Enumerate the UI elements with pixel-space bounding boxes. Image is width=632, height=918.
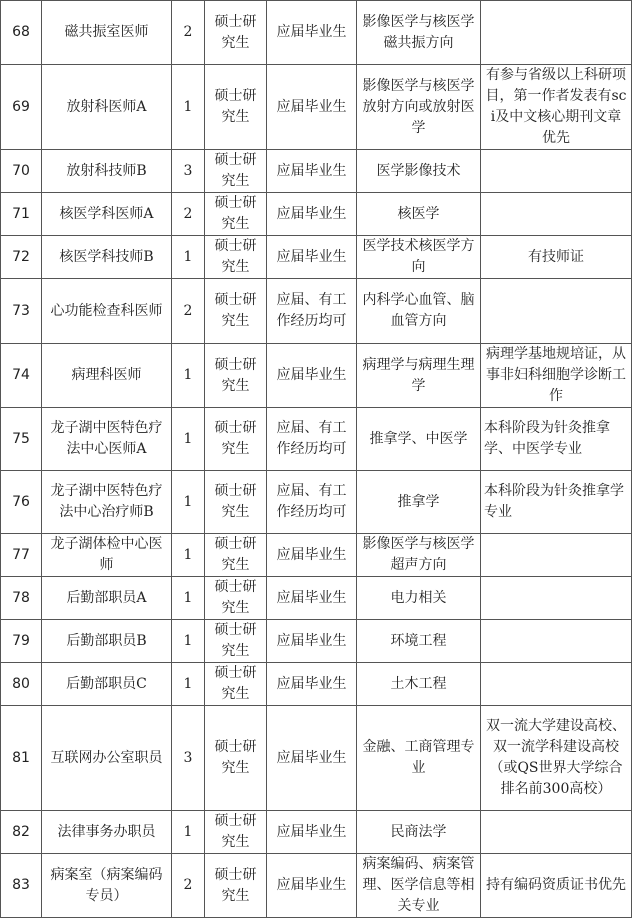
row-number: 75 xyxy=(1,408,42,471)
major: 推拿学 xyxy=(357,471,481,534)
table-row xyxy=(1,279,632,344)
requirements xyxy=(481,577,632,620)
requirements: 病理学基地规培证，从事非妇科细胞学诊断工作 xyxy=(481,344,632,408)
position-name: 法律事务办职员 xyxy=(42,811,172,854)
position-name: 龙子湖中医特色疗法中心治疗师B xyxy=(42,471,172,534)
position-name: 龙子湖体检中心医师 xyxy=(42,534,172,577)
education: 硕士研究生 xyxy=(205,471,267,534)
major: 电力相关 xyxy=(357,577,481,620)
major: 核医学 xyxy=(357,193,481,236)
row-number: 79 xyxy=(1,620,42,663)
position-name: 心功能检查科医师 xyxy=(42,279,172,344)
applicant-type: 应届、有工作经历均可 xyxy=(267,408,357,471)
position-name: 互联网办公室职员 xyxy=(42,706,172,811)
requirements xyxy=(481,150,632,193)
requirements xyxy=(481,534,632,577)
headcount: 1 xyxy=(172,620,205,663)
headcount: 1 xyxy=(172,471,205,534)
headcount: 2 xyxy=(172,854,205,918)
position-name: 后勤部职员C xyxy=(42,663,172,706)
applicant-type: 应届毕业生 xyxy=(267,193,357,236)
applicant-type: 应届毕业生 xyxy=(267,344,357,408)
table-row xyxy=(1,408,632,471)
position-name: 后勤部职员A xyxy=(42,577,172,620)
table-row xyxy=(1,706,632,811)
education: 硕士研究生 xyxy=(205,150,267,193)
table-row xyxy=(1,663,632,706)
major: 内科学心血管、脑血管方向 xyxy=(357,279,481,344)
headcount: 1 xyxy=(172,577,205,620)
education: 硕士研究生 xyxy=(205,854,267,918)
table-row xyxy=(1,471,632,534)
position-name: 龙子湖中医特色疗法中心医师A xyxy=(42,408,172,471)
education: 硕士研究生 xyxy=(205,65,267,150)
education: 硕士研究生 xyxy=(205,534,267,577)
applicant-type: 应届毕业生 xyxy=(267,854,357,918)
row-number: 77 xyxy=(1,534,42,577)
table-row xyxy=(1,854,632,918)
education: 硕士研究生 xyxy=(205,193,267,236)
position-name: 核医学科技师B xyxy=(42,236,172,279)
position-name: 磁共振室医师 xyxy=(42,1,172,65)
table-row xyxy=(1,620,632,663)
position-name: 核医学科医师A xyxy=(42,193,172,236)
row-number: 68 xyxy=(1,1,42,65)
row-number: 69 xyxy=(1,65,42,150)
row-number: 71 xyxy=(1,193,42,236)
major: 病理学与病理生理学 xyxy=(357,344,481,408)
row-number: 81 xyxy=(1,706,42,811)
requirements: 持有编码资质证书优先 xyxy=(481,854,632,918)
position-name: 病理科医师 xyxy=(42,344,172,408)
requirements: 本科阶段为针灸推拿学专业 xyxy=(481,471,632,534)
education: 硕士研究生 xyxy=(205,663,267,706)
applicant-type: 应届、有工作经历均可 xyxy=(267,471,357,534)
major: 影像医学与核医学超声方向 xyxy=(357,534,481,577)
education: 硕士研究生 xyxy=(205,620,267,663)
education: 硕士研究生 xyxy=(205,811,267,854)
table-body xyxy=(1,1,632,918)
requirements xyxy=(481,620,632,663)
applicant-type: 应届毕业生 xyxy=(267,65,357,150)
applicant-type: 应届毕业生 xyxy=(267,620,357,663)
applicant-type: 应届毕业生 xyxy=(267,1,357,65)
row-number: 80 xyxy=(1,663,42,706)
table-row xyxy=(1,534,632,577)
requirements xyxy=(481,193,632,236)
requirements: 双一流大学建设高校、双一流学科建设高校（或QS世界大学综合排名前300高校） xyxy=(481,706,632,811)
row-number: 82 xyxy=(1,811,42,854)
row-number: 76 xyxy=(1,471,42,534)
row-number: 78 xyxy=(1,577,42,620)
major: 医学影像技术 xyxy=(357,150,481,193)
headcount: 1 xyxy=(172,811,205,854)
headcount: 3 xyxy=(172,150,205,193)
table-row xyxy=(1,65,632,150)
education: 硕士研究生 xyxy=(205,344,267,408)
applicant-type: 应届毕业生 xyxy=(267,577,357,620)
headcount: 1 xyxy=(172,236,205,279)
major: 推拿学、中医学 xyxy=(357,408,481,471)
applicant-type: 应届毕业生 xyxy=(267,663,357,706)
position-name: 放射科医师A xyxy=(42,65,172,150)
headcount: 1 xyxy=(172,408,205,471)
requirements xyxy=(481,1,632,65)
position-name: 病案室（病案编码专员） xyxy=(42,854,172,918)
major: 环境工程 xyxy=(357,620,481,663)
position-name: 放射科技师B xyxy=(42,150,172,193)
major: 民商法学 xyxy=(357,811,481,854)
applicant-type: 应届毕业生 xyxy=(267,236,357,279)
applicant-type: 应届毕业生 xyxy=(267,811,357,854)
headcount: 2 xyxy=(172,193,205,236)
position-name: 后勤部职员B xyxy=(42,620,172,663)
headcount: 1 xyxy=(172,344,205,408)
table-row xyxy=(1,811,632,854)
applicant-type: 应届毕业生 xyxy=(267,706,357,811)
applicant-type: 应届毕业生 xyxy=(267,150,357,193)
education: 硕士研究生 xyxy=(205,577,267,620)
headcount: 2 xyxy=(172,279,205,344)
requirements xyxy=(481,811,632,854)
headcount: 1 xyxy=(172,663,205,706)
education: 硕士研究生 xyxy=(205,408,267,471)
row-number: 83 xyxy=(1,854,42,918)
row-number: 73 xyxy=(1,279,42,344)
table-row xyxy=(1,1,632,65)
headcount: 1 xyxy=(172,65,205,150)
headcount: 1 xyxy=(172,534,205,577)
requirements xyxy=(481,279,632,344)
applicant-type: 应届、有工作经历均可 xyxy=(267,279,357,344)
requirements: 有技师证 xyxy=(481,236,632,279)
applicant-type: 应届毕业生 xyxy=(267,534,357,577)
major: 病案编码、病案管理、医学信息等相关专业 xyxy=(357,854,481,918)
headcount: 3 xyxy=(172,706,205,811)
education: 硕士研究生 xyxy=(205,1,267,65)
education: 硕士研究生 xyxy=(205,279,267,344)
row-number: 70 xyxy=(1,150,42,193)
table-row xyxy=(1,344,632,408)
row-number: 72 xyxy=(1,236,42,279)
major: 医学技术核医学方向 xyxy=(357,236,481,279)
major: 影像医学与核医学放射方向或放射医学 xyxy=(357,65,481,150)
requirements xyxy=(481,663,632,706)
row-number: 74 xyxy=(1,344,42,408)
major: 土木工程 xyxy=(357,663,481,706)
requirements: 本科阶段为针灸推拿学、中医学专业 xyxy=(481,408,632,471)
table-row xyxy=(1,236,632,279)
table-row xyxy=(1,193,632,236)
requirements: 有参与省级以上科研项目，第一作者发表有sci及中文核心期刊文章优先 xyxy=(481,65,632,150)
table-row xyxy=(1,577,632,620)
table-row xyxy=(1,150,632,193)
education: 硕士研究生 xyxy=(205,706,267,811)
headcount: 2 xyxy=(172,1,205,65)
major: 影像医学与核医学磁共振方向 xyxy=(357,1,481,65)
education: 硕士研究生 xyxy=(205,236,267,279)
major: 金融、工商管理专业 xyxy=(357,706,481,811)
